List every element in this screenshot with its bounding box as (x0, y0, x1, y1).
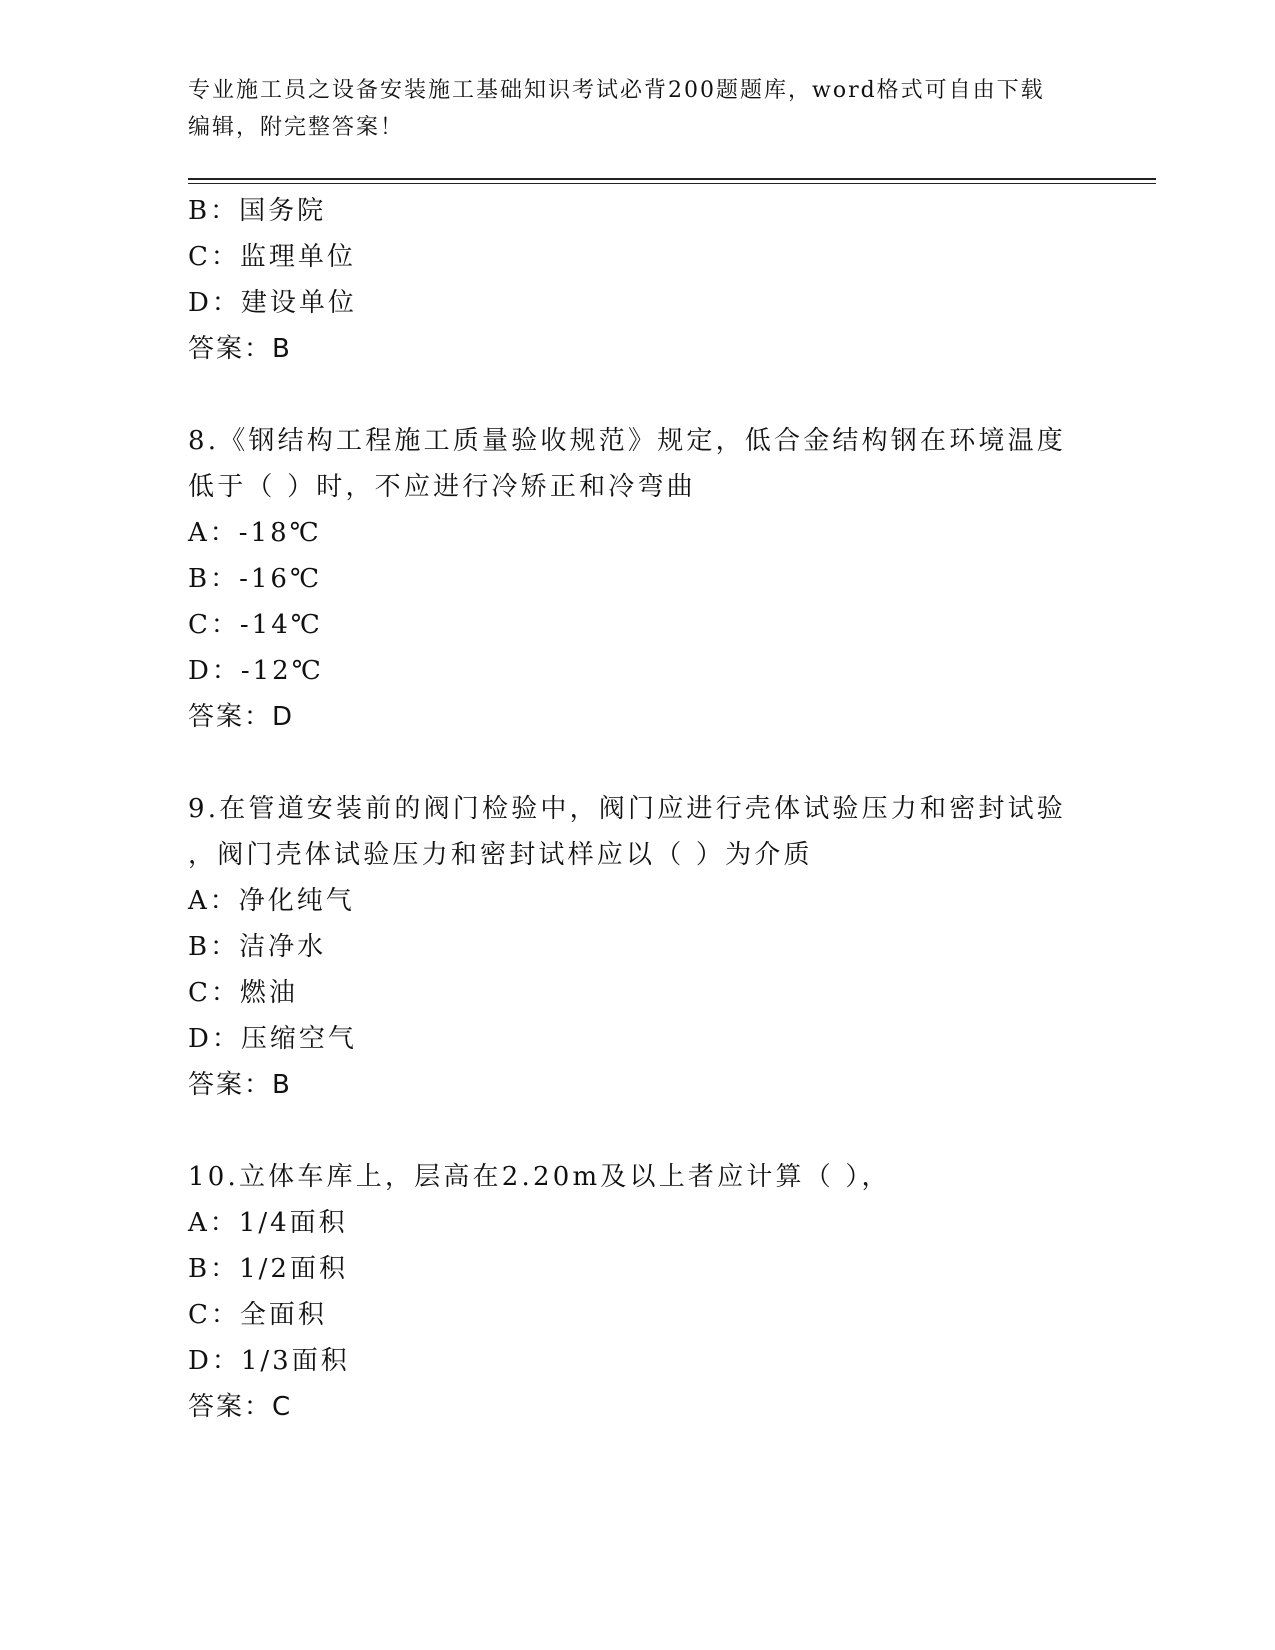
option-c: C：燃油 (188, 978, 298, 1008)
question-list (188, 188, 1088, 1430)
option-c: C：-14℃ (188, 610, 323, 640)
option-b: B：1/2面积 (188, 1254, 348, 1284)
question-8 (188, 418, 1088, 740)
option-c: C：监理单位 (188, 242, 356, 272)
question-text-line: 9.在管道安装前的阀门检验中，阀门应进行壳体试验压力和密封试验 (188, 794, 1067, 824)
option-c: C：全面积 (188, 1300, 327, 1330)
header-line-2: 编辑，附完整答案！ (188, 115, 405, 140)
option-a: A：-18℃ (188, 518, 322, 548)
answer-line: 答案：D (188, 702, 295, 732)
option-a: A：净化纯气 (188, 886, 355, 916)
option-d: D：1/3面积 (188, 1346, 350, 1376)
question-10 (188, 1154, 1088, 1430)
header-divider-thin (188, 183, 1156, 184)
option-b: B：国务院 (188, 196, 327, 226)
option-d: D：压缩空气 (188, 1024, 357, 1054)
header-divider-thick (188, 178, 1156, 180)
header-line-1: 专业施工员之设备安装施工基础知识考试必背200题题库，word格式可自由下载 (188, 78, 1045, 103)
option-a: A：1/4面积 (188, 1208, 348, 1238)
question-text-line: 10.立体车库上，层高在2.20m及以上者应计算（ ）， (188, 1162, 891, 1192)
question-text-line: 低于（ ）时，不应进行冷矫正和冷弯曲 (188, 472, 696, 502)
answer-line: 答案：B (188, 1070, 292, 1100)
document-header (188, 72, 1088, 146)
option-d: D：-12℃ (188, 656, 324, 686)
question-9 (188, 786, 1088, 1108)
option-d: D：建设单位 (188, 288, 357, 318)
option-b: B：洁净水 (188, 932, 327, 962)
answer-line: 答案：B (188, 334, 292, 364)
option-b: B：-16℃ (188, 564, 323, 594)
question-text-line: ，阀门壳体试验压力和密封试样应以（ ）为介质 (188, 840, 813, 870)
continued-question (188, 188, 1088, 372)
answer-line: 答案：C (188, 1392, 293, 1422)
question-text-line: 8.《钢结构工程施工质量验收规范》规定，低合金结构钢在环境温度 (188, 426, 1067, 456)
